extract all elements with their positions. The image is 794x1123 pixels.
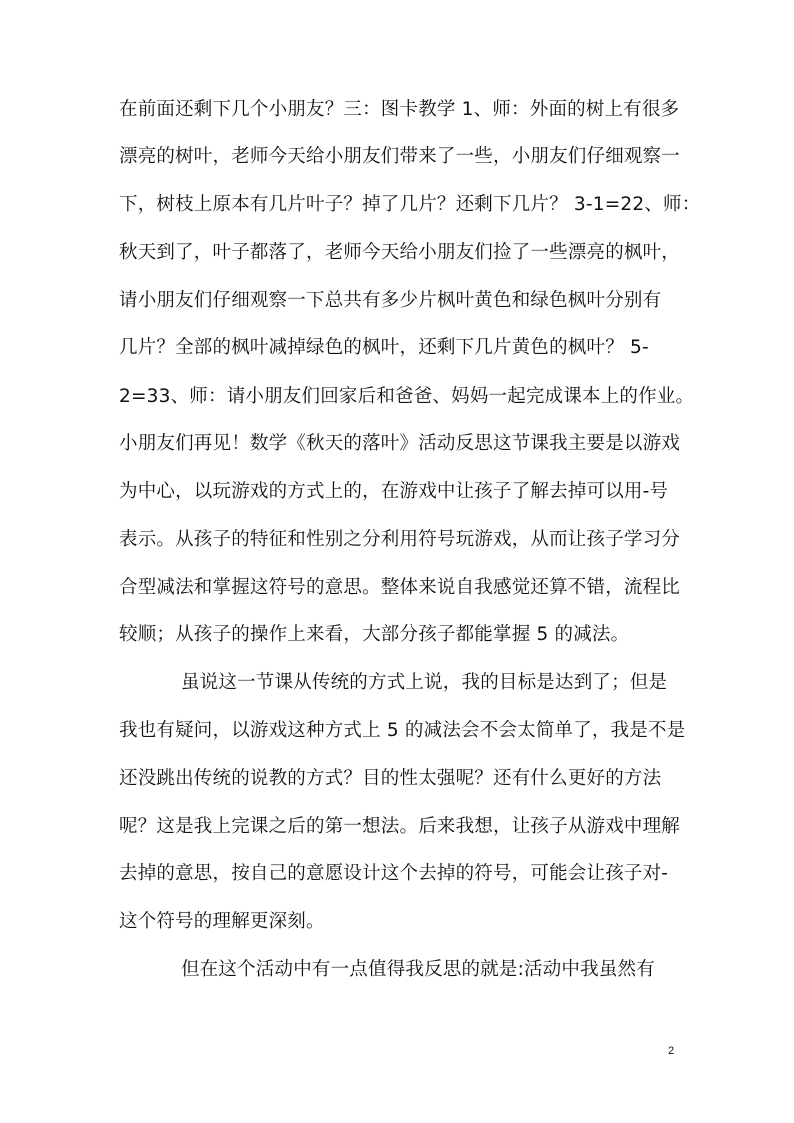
text-line-2: 漂亮的树叶，老师今天给小朋友们带来了一些，小朋友们仔细观察一	[119, 146, 681, 167]
text-line-14: 我也有疑问，以游戏这种方式上 5 的减法会不会太简单了，我是不是	[119, 720, 686, 741]
text-line-6: 几片？全部的枫叶减掉绿色的枫叶，还剩下几片黄色的枫叶？ 5-	[119, 337, 649, 358]
text-line-1: 在前面还剩下几个小朋友？三：图卡教学 1、师：外面的树上有很多	[119, 99, 680, 120]
text-line-9: 为中心，以玩游戏的方式上的，在游戏中让孩子了解去掉可以用-号	[119, 481, 669, 502]
text-line-13: 虽说这一节课从传统的方式上说，我的目标是达到了；但是	[181, 672, 668, 693]
text-line-4: 秋天到了，叶子都落了，老师今天给小朋友们捡了一些漂亮的枫叶，	[119, 242, 681, 263]
text-line-11: 合型减法和掌握这符号的意思。整体来说自我感觉还算不错，流程比	[119, 577, 681, 598]
text-line-17: 去掉的意思，按自己的意愿设计这个去掉的符号，可能会让孩子对-	[119, 863, 669, 884]
text-line-8: 小朋友们再见！数学《秋天的落叶》活动反思这节课我主要是以游戏	[119, 433, 681, 454]
page-number: 2	[668, 1045, 675, 1057]
text-line-5: 请小朋友们仔细观察一下总共有多少片枫叶黄色和绿色枫叶分别有	[119, 290, 662, 311]
text-line-12: 较顺；从孩子的操作上来看，大部分孩子都能掌握 5 的减法。	[119, 624, 630, 645]
text-line-16: 呢？这是我上完课之后的第一想法。后来我想，让孩子从游戏中理解	[119, 816, 681, 837]
text-line-18: 这个符号的理解更深刻。	[119, 911, 325, 932]
text-line-10: 表示。从孩子的特征和性别之分利用符号玩游戏，从而让孩子学习分	[119, 529, 681, 550]
text-line-19: 但在这个活动中有一点值得我反思的就是:活动中我虽然有	[181, 959, 655, 980]
text-line-7: 2=33、师：请小朋友们回家后和爸爸、妈妈一起完成课本上的作业。	[119, 386, 695, 407]
text-line-3: 下，树枝上原本有几片叶子？掉了几片？还剩下几片？ 3-1=22、师：	[119, 194, 701, 215]
text-line-15: 还没跳出传统的说教的方式？目的性太强呢？还有什么更好的方法	[119, 768, 662, 789]
